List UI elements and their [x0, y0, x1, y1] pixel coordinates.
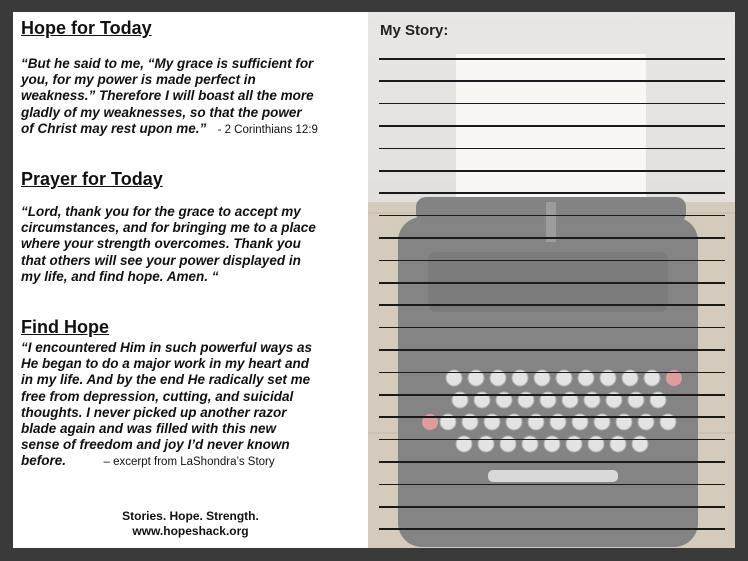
- scripture-line: you, for my power is made perfect in: [21, 72, 256, 88]
- left-panel: [13, 12, 368, 548]
- scripture-line: “But he said to me, “My grace is sufficient for: [21, 56, 314, 71]
- scripture-line: weakness.” Therefore I will boast all the more: [21, 88, 314, 104]
- image-fade: [368, 12, 735, 548]
- writing-line[interactable]: [379, 260, 725, 262]
- writing-line[interactable]: [379, 461, 725, 463]
- testimony-line: He began to do a major work in my heart and: [21, 356, 310, 372]
- footer-tagline: Stories. Hope. Strength.: [122, 509, 259, 523]
- scripture-line-last: of Christ may rest upon me.” - 2 Corinthians 12:9: [21, 120, 318, 136]
- writing-line[interactable]: [379, 148, 725, 150]
- prayer-text: [21, 204, 361, 285]
- writing-line[interactable]: [379, 394, 725, 396]
- testimony-line: blade again and was filled with this new: [21, 421, 277, 437]
- hope-scripture: [21, 56, 361, 138]
- writing-line[interactable]: [379, 125, 725, 127]
- writing-line[interactable]: [379, 58, 725, 60]
- writing-line[interactable]: [379, 237, 725, 239]
- prayer-line: where your strength overcomes. Thank you: [21, 236, 301, 252]
- testimony-line: in my life. And by the end He radically set me: [21, 372, 311, 388]
- writing-line[interactable]: [379, 215, 725, 217]
- writing-line[interactable]: [379, 439, 725, 441]
- testimony-line: free from depression, cutting, and suicidal: [21, 388, 294, 404]
- excerpt-credit: – excerpt from LaShondra’s Story: [103, 456, 275, 469]
- testimony-line: “I encountered Him in such powerful ways as: [21, 340, 313, 355]
- writing-line[interactable]: [379, 80, 725, 82]
- prayer-heading: Prayer for Today: [21, 169, 163, 189]
- scripture-reference: - 2 Corinthians 12:9: [217, 123, 318, 136]
- footer-url[interactable]: www.hopeshack.org: [132, 524, 249, 538]
- writing-line[interactable]: [379, 349, 725, 351]
- my-story-panel: [368, 12, 735, 548]
- writing-line[interactable]: [379, 192, 725, 194]
- writing-line[interactable]: [379, 170, 725, 172]
- writing-line[interactable]: [379, 484, 725, 486]
- my-story-label: My Story:: [380, 22, 449, 39]
- testimony-line-last: before. – excerpt from LaShondra’s Story: [21, 453, 275, 469]
- testimony-line: thoughts. I never picked up another razor: [21, 404, 287, 420]
- writing-line[interactable]: [379, 506, 725, 508]
- find-hope-heading: Find Hope: [21, 317, 109, 337]
- hope-heading: Hope for Today: [21, 18, 152, 38]
- prayer-line: my life, and find hope. Amen. “: [21, 268, 219, 284]
- prayer-line: circumstances, and for bringing me to a place: [21, 220, 316, 236]
- writing-line[interactable]: [379, 528, 725, 530]
- writing-line[interactable]: [379, 416, 725, 418]
- story-card: [13, 12, 735, 548]
- scripture-line: gladly of my weaknesses, so that the power: [21, 104, 302, 120]
- prayer-line: that others will see your power displayed in: [21, 252, 301, 268]
- writing-line[interactable]: [379, 327, 725, 329]
- writing-line[interactable]: [379, 304, 725, 306]
- writing-line[interactable]: [379, 282, 725, 284]
- testimony-text: [21, 340, 361, 471]
- prayer-line: “Lord, thank you for the grace to accept my: [21, 204, 301, 219]
- testimony-line: sense of freedom and joy I’d never known: [21, 437, 290, 453]
- writing-line[interactable]: [379, 372, 725, 374]
- writing-line[interactable]: [379, 103, 725, 105]
